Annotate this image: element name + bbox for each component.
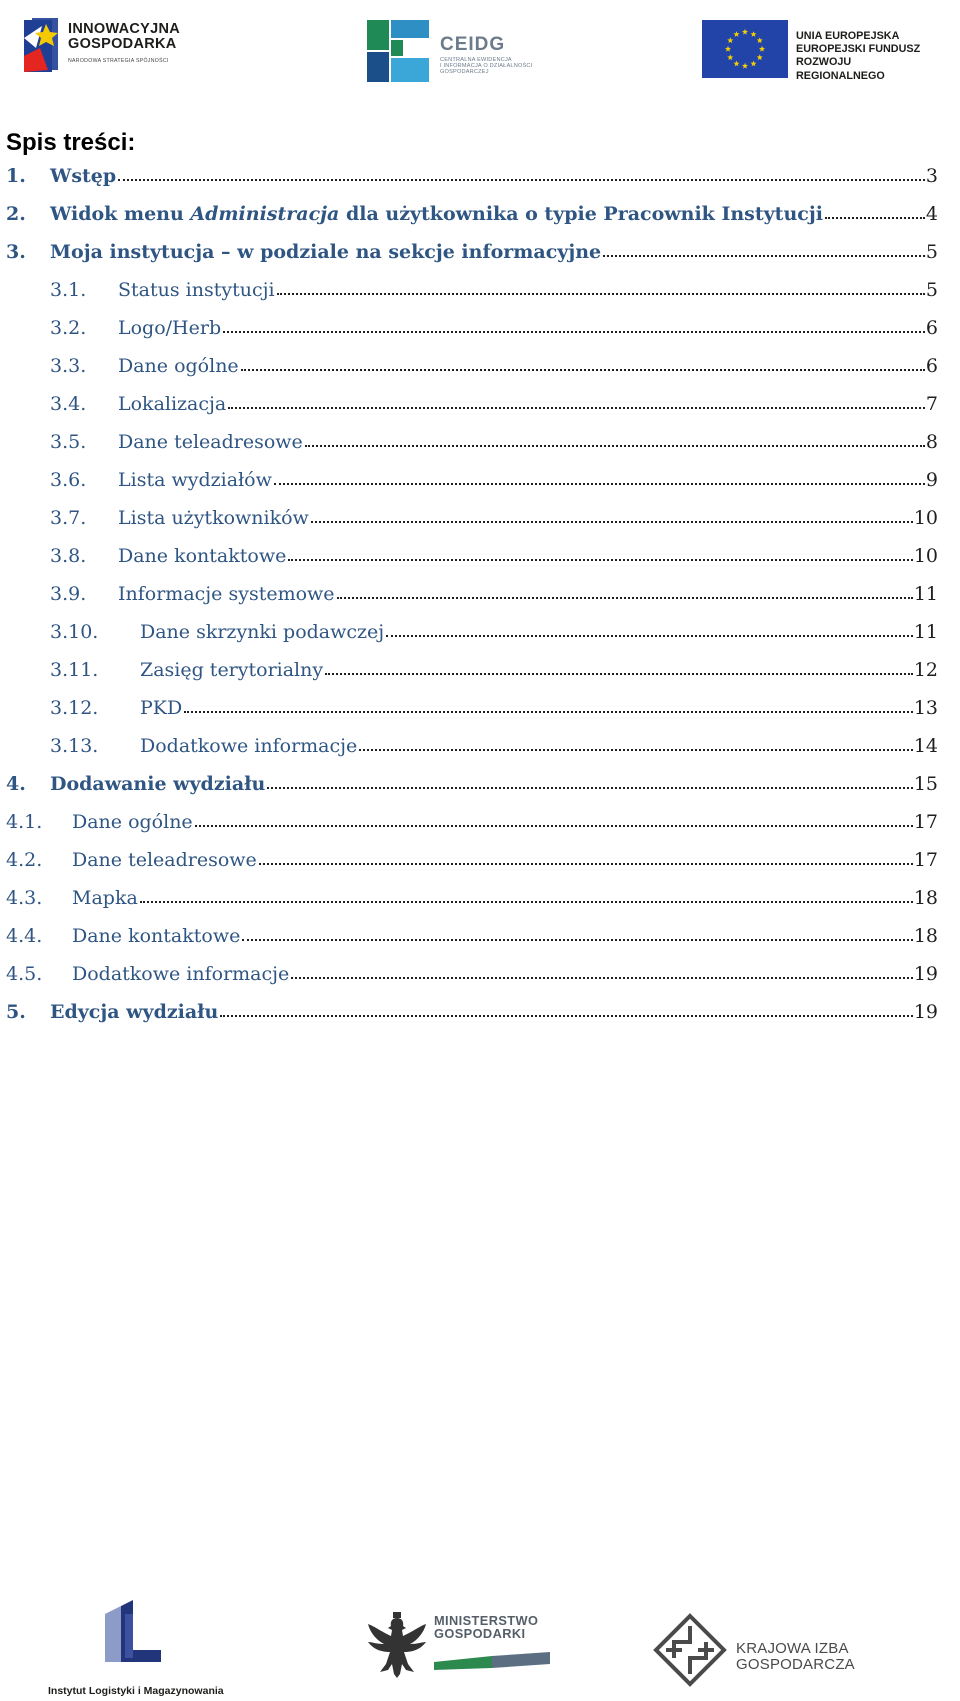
toc-dot-leader	[223, 331, 925, 333]
toc-entry-number: 5.	[6, 1001, 26, 1023]
toc-entry-number: 3.	[6, 241, 26, 263]
toc-entry-number: 3.9.	[50, 583, 87, 605]
toc-entry-page: 19	[913, 963, 938, 985]
innowacyjna-gospodarka-tagline: NARODOWA STRATEGIA SPÓJNOŚCI	[68, 58, 169, 64]
ministerstwo-stripe-icon	[434, 1652, 550, 1670]
toc-entry-title[interactable]: Dane kontaktowe	[118, 545, 287, 567]
toc-dot-leader	[274, 483, 925, 485]
ministerstwo-gospodarki-name: MINISTERSTWO GOSPODARKI	[434, 1613, 539, 1642]
toc-entry-3-11[interactable]	[0, 651, 960, 689]
toc-entry-number: 4.1.	[6, 811, 43, 833]
toc-entry-3[interactable]	[0, 233, 960, 271]
ceidg-emblem-icon	[365, 18, 433, 84]
toc-entry-number: 2.	[6, 203, 26, 225]
toc-entry-3-8[interactable]	[0, 537, 960, 575]
toc-entry-3-7[interactable]	[0, 499, 960, 537]
innowacyjna-gospodarka-logo	[22, 18, 197, 78]
toc-entry-page: 15	[913, 773, 938, 795]
unia-europejska-logo	[702, 20, 942, 80]
footer-logos	[0, 1590, 960, 1701]
toc-entry-title[interactable]: Dodatkowe informacje	[72, 963, 290, 985]
toc-dot-leader	[277, 293, 925, 295]
toc-entry-number: 3.5.	[50, 431, 87, 453]
toc-entry-number: 4.2.	[6, 849, 43, 871]
toc-entry-page: 10	[913, 507, 938, 529]
toc-dot-leader	[259, 863, 913, 865]
toc-entry-3-9[interactable]	[0, 575, 960, 613]
toc-dot-leader	[140, 901, 913, 903]
toc-entry-page: 18	[913, 887, 938, 909]
toc-entry-page: 18	[913, 925, 938, 947]
toc-entry-3-12[interactable]	[0, 689, 960, 727]
toc-dot-leader	[118, 179, 925, 181]
toc-entry-5[interactable]	[0, 993, 960, 1031]
toc-entry-number: 3.10.	[50, 621, 99, 643]
toc-entry-3-2[interactable]	[0, 309, 960, 347]
toc-entry-number: 3.1.	[50, 279, 87, 301]
toc-dot-leader	[603, 255, 925, 257]
toc-entry-page: 14	[913, 735, 938, 757]
toc-entry-title[interactable]: Informacje systemowe	[118, 583, 335, 605]
toc-entry-3-6[interactable]	[0, 461, 960, 499]
toc-entry-title[interactable]: Zasięg terytorialny	[140, 659, 324, 681]
krajowa-izba-gospodarcza-name: KRAJOWA IZBA GOSPODARCZA	[736, 1640, 855, 1673]
toc-dot-leader	[386, 635, 913, 637]
ilim-logo	[45, 1600, 245, 1700]
toc-title: Spis treści:	[6, 129, 136, 156]
toc-dot-leader	[220, 1015, 913, 1017]
toc-entry-page: 13	[913, 697, 938, 719]
toc-entry-number: 1.	[6, 165, 26, 187]
toc-entry-number: 4.4.	[6, 925, 43, 947]
toc-entry-title[interactable]: Dodatkowe informacje	[140, 735, 358, 757]
toc-dot-leader	[825, 217, 925, 219]
toc-entry-page: 19	[913, 1001, 938, 1023]
toc-dot-leader	[337, 597, 913, 599]
toc-dot-leader	[305, 445, 925, 447]
toc-entry-title[interactable]: Dane teleadresowe	[118, 431, 303, 453]
ministerstwo-gospodarki-logo	[364, 1612, 554, 1692]
toc-entry-1[interactable]	[0, 157, 960, 195]
toc-entry-number: 3.2.	[50, 317, 87, 339]
kig-emblem-icon	[652, 1612, 728, 1688]
toc-entry-page: 6	[925, 317, 938, 339]
toc-entry-number: 3.3.	[50, 355, 87, 377]
toc-entry-3-5[interactable]	[0, 423, 960, 461]
toc-dot-leader	[288, 559, 912, 561]
toc-entry-4-5[interactable]	[0, 955, 960, 993]
toc-entry-title[interactable]: Dane ogólne	[72, 811, 193, 833]
toc-entry-title[interactable]: Dodawanie wydziału	[50, 773, 266, 795]
toc-entry-title[interactable]: Logo/Herb	[118, 317, 222, 339]
toc-entry-number: 3.13.	[50, 735, 99, 757]
toc-entry-title[interactable]: Dane teleadresowe	[72, 849, 257, 871]
toc-entry-3-4[interactable]	[0, 385, 960, 423]
toc-entry-title[interactable]: Moja instytucja – w podziale na sekcje informacyjne	[50, 241, 602, 263]
ilim-emblem-icon	[45, 1600, 165, 1684]
unia-europejska-name: UNIA EUROPEJSKA EUROPEJSKI FUNDUSZ ROZWOJU REGIONALNEGO	[796, 30, 921, 82]
toc-entry-title[interactable]: Dane skrzynki podawczej	[140, 621, 385, 643]
toc-entry-title[interactable]	[50, 203, 823, 225]
toc-entry-title[interactable]: Mapka	[72, 887, 138, 909]
toc-entry-4-1[interactable]	[0, 803, 960, 841]
toc-entry-page: 8	[925, 431, 938, 453]
toc-entry-2[interactable]	[0, 195, 960, 233]
toc-entry-number: 3.11.	[50, 659, 99, 681]
innowacyjna-gospodarka-name: INNOWACYJNA GOSPODARKA	[68, 21, 181, 53]
toc-entry-page: 5	[925, 279, 938, 301]
toc-entry-page: 11	[913, 621, 938, 643]
toc-dot-leader	[359, 749, 913, 751]
toc-entry-title[interactable]: Lista wydziałów	[118, 469, 272, 491]
table-of-contents	[0, 157, 960, 1031]
toc-entry-title[interactable]: Dane kontaktowe	[72, 925, 241, 947]
toc-entry-title-part: dla użytkownika o typie Pracownik Instytucji	[339, 203, 823, 225]
toc-dot-leader	[267, 787, 913, 789]
krajowa-izba-gospodarcza-logo	[652, 1612, 952, 1692]
toc-entry-number: 3.6.	[50, 469, 87, 491]
toc-entry-number: 4.3.	[6, 887, 43, 909]
toc-entry-page: 17	[913, 849, 938, 871]
toc-entry-title-part: Widok menu	[50, 203, 191, 225]
toc-entry-3-3[interactable]	[0, 347, 960, 385]
toc-entry-number: 3.4.	[50, 393, 87, 415]
toc-entry-page: 12	[913, 659, 938, 681]
toc-entry-4-3[interactable]	[0, 879, 960, 917]
toc-entry-title[interactable]: Lokalizacja	[118, 393, 227, 415]
toc-entry-4-4[interactable]	[0, 917, 960, 955]
toc-entry-3-1[interactable]	[0, 271, 960, 309]
ceidg-logo	[365, 18, 570, 84]
toc-entry-page: 3	[925, 165, 938, 187]
innowacyjna-gospodarka-emblem-icon	[22, 18, 62, 74]
header-logos	[0, 0, 960, 100]
toc-entry-page: 11	[913, 583, 938, 605]
toc-entry-page: 17	[913, 811, 938, 833]
toc-entry-title[interactable]: Wstęp	[50, 165, 117, 187]
toc-entry-3-10[interactable]	[0, 613, 960, 651]
toc-dot-leader	[325, 673, 913, 675]
toc-dot-leader	[311, 521, 913, 523]
toc-dot-leader	[195, 825, 913, 827]
toc-entry-3-13[interactable]	[0, 727, 960, 765]
toc-entry-number: 4.	[6, 773, 26, 795]
toc-entry-title-italic: Administracja	[190, 203, 340, 225]
ceidg-name: CEIDG	[440, 34, 506, 55]
toc-entry-number: 3.12.	[50, 697, 99, 719]
toc-entry-title[interactable]: Dane ogólne	[118, 355, 239, 377]
toc-entry-title[interactable]: Edycja wydziału	[50, 1001, 219, 1023]
toc-entry-4-2[interactable]	[0, 841, 960, 879]
toc-dot-leader	[241, 369, 925, 371]
toc-entry-page: 9	[925, 469, 938, 491]
toc-entry-title[interactable]: PKD	[140, 697, 183, 719]
toc-entry-page: 4	[925, 203, 938, 225]
ceidg-tagline: CENTRALNA EWIDENCJA I INFORMACJA O DZIAŁALNOŚCI GOSPODARCZEJ	[440, 57, 533, 75]
toc-entry-page: 10	[913, 545, 938, 567]
toc-entry-page: 7	[925, 393, 938, 415]
toc-dot-leader	[242, 939, 912, 941]
eu-flag-icon	[702, 20, 788, 78]
toc-entry-number: 3.7.	[50, 507, 87, 529]
toc-entry-number: 3.8.	[50, 545, 87, 567]
toc-dot-leader	[291, 977, 913, 979]
toc-dot-leader	[184, 711, 913, 713]
toc-dot-leader	[228, 407, 925, 409]
ilim-name: Instytut Logistyki i Magazynowania	[48, 1685, 224, 1697]
toc-entry-page: 6	[925, 355, 938, 377]
polish-eagle-icon	[364, 1612, 430, 1684]
toc-entry-number: 4.5.	[6, 963, 43, 985]
toc-entry-title[interactable]: Status instytucji	[118, 279, 275, 301]
toc-entry-4[interactable]	[0, 765, 960, 803]
toc-entry-page: 5	[925, 241, 938, 263]
toc-entry-title[interactable]: Lista użytkowników	[118, 507, 309, 529]
